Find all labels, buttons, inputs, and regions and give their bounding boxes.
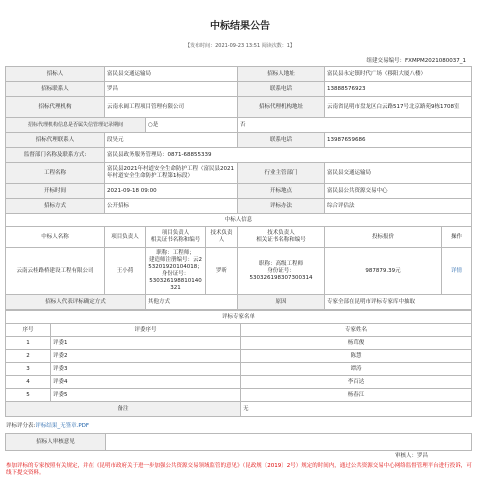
review-signer: 审核人：罗昌: [394, 453, 428, 459]
eval-label: 评标办法: [238, 199, 325, 214]
expert-name: 杨茸俊: [241, 337, 472, 350]
complaint-note: 参加评标的专家按照有关规定，并在《昆明市政府关于进一步加强公共资源交易领域监管的意见》（昆政规〔2019〕2号）规定的时间内，通过公共资源交易中心网络监督管理平台进行投诉，可线下提交资料。: [6, 463, 472, 476]
expert-name: 谭涛: [241, 363, 472, 376]
expert-exp: 评委1: [51, 337, 241, 350]
agency-addr-value: 云南省昆明市盘龙区白云路517号北京路苑9栋1708室: [325, 97, 472, 118]
expert-exp: 评委2: [51, 350, 241, 363]
attachment-link[interactable]: 评标结果_无签章.PDF: [35, 423, 90, 429]
transaction-number: 组建交易编号：FXMPM2021080037_1: [366, 58, 466, 64]
attachment-line: [6, 421, 480, 429]
winner-tech: 罗昕: [206, 248, 238, 295]
expert-section-title: 评标专家名单: [6, 311, 472, 324]
winner-name: 云南云桂路桥建设工程有限公司: [6, 248, 105, 295]
expert-no: 3: [6, 363, 51, 376]
contact-label: 招标联系人: [6, 82, 105, 97]
eval-value: 综合评估法: [325, 199, 472, 214]
supervisor-label: 监督部门名称及联系方式:: [6, 148, 105, 163]
winner-detail-link[interactable]: 详情: [442, 248, 472, 295]
expert-exp: 评委5: [51, 389, 241, 402]
winner-col-op: 操作: [442, 227, 472, 248]
expert-col-name: 专家姓名: [241, 324, 472, 337]
rep-method-label: 招标人代表评标确定方式: [6, 295, 146, 310]
basic-info-table: [5, 66, 472, 310]
expert-col-no: 序号: [6, 324, 51, 337]
review-value: [106, 434, 472, 451]
grey-list-label: 招标代理机构信息是否属失信管理记录期间: [6, 118, 146, 133]
tenderer-label: 招标人: [6, 67, 105, 82]
contact-phone-label: 联系电话: [238, 82, 325, 97]
project-label: 工程名称: [6, 163, 105, 184]
agency-label: 招标代理机构: [6, 97, 105, 118]
expert-exp: 评委3: [51, 363, 241, 376]
method-label: 招标方式: [6, 199, 105, 214]
contact-phone-value: 13888576923: [325, 82, 472, 97]
review-label: 招标人审核意见: [6, 434, 106, 451]
winner-pm-cert: 职称：工程师； 建造师注册编号：云253201920104018； 身份证号： 530326198810140321: [146, 248, 206, 295]
winner-col-pm-cert: 项目负责人 相关证书名称和编号: [146, 227, 206, 248]
winner-col-tech-cert: 技术负责人 相关证书名称和编号: [238, 227, 325, 248]
publish-meta: 【发布时间：2021-09-23 13:51 阅读次数：1】: [185, 43, 295, 49]
open-time-value: 2021-09-18 09:00: [105, 184, 238, 199]
review-table: [5, 433, 472, 451]
expert-no: 5: [6, 389, 51, 402]
grey-list-yes-option: 否: [238, 118, 472, 133]
industry-label: 行业主管部门: [238, 163, 325, 184]
remark-value: 无: [241, 402, 472, 417]
agency-phone-value: 13987659686: [325, 133, 472, 148]
winner-price: 987879.39元: [325, 248, 442, 295]
remark-label: 备注: [6, 402, 241, 417]
expert-no: 4: [6, 376, 51, 389]
attachment-label: 评标评分表:: [6, 423, 36, 429]
winner-col-pm: 项目负责人: [105, 227, 146, 248]
tenderer-addr-value: 富民县永定镇时代广场（移阳大厦八楼）: [325, 67, 472, 82]
agency-value: 云南永阔工程项目管理有限公司: [105, 97, 238, 118]
winner-tech-cert: 职称：高级工程师 身份证号： 530326198307300314: [238, 248, 325, 295]
rep-method-value: 其他方式: [146, 295, 238, 310]
expert-no: 2: [6, 350, 51, 363]
expert-col-exp: 评委序号: [51, 324, 241, 337]
agency-contact-value: 段昊元: [105, 133, 238, 148]
expert-no: 1: [6, 337, 51, 350]
open-time-label: 开标时间: [6, 184, 105, 199]
tenderer-addr-label: 招标人地址: [238, 67, 325, 82]
open-place-label: 开标地点: [238, 184, 325, 199]
winner-col-name: 中标人名称: [6, 227, 105, 248]
page-title: 中标结果公告: [210, 21, 270, 32]
industry-value: 富民县交通运输局: [325, 163, 472, 184]
expert-name: 杨春江: [241, 389, 472, 402]
expert-table: [5, 310, 472, 417]
project-value: 富民县2021年村道安全生命防护工程（富民县2021年村道安全生命防护工程第1标段）: [105, 163, 238, 184]
reason-label: 原因: [238, 295, 325, 310]
expert-name: 陈慧: [241, 350, 472, 363]
supervisor-value: 富民县政务服务管理局：0871-68855339: [105, 148, 472, 163]
reason-value: 专家全部在昆明市评标专家库中抽取: [325, 295, 472, 310]
winner-col-tech: 技术负责人: [206, 227, 238, 248]
agency-contact-label: 招标代理联系人: [6, 133, 105, 148]
expert-name: 李百达: [241, 376, 472, 389]
method-value: 公开招标: [105, 199, 238, 214]
tenderer-value: 富民县交通运输局: [105, 67, 238, 82]
open-place-value: 富民县公共资源交易中心: [325, 184, 472, 199]
agency-phone-label: 联系电话: [238, 133, 325, 148]
winner-col-price: 投标报价: [325, 227, 442, 248]
contact-value: 罗昌: [105, 82, 238, 97]
winner-section-title: 中标人信息: [6, 214, 472, 227]
agency-addr-label: 招标代理机构地址: [238, 97, 325, 118]
winner-pm: 王小荷: [105, 248, 146, 295]
expert-exp: 评委4: [51, 376, 241, 389]
grey-list-no-option: ○是: [146, 118, 238, 133]
